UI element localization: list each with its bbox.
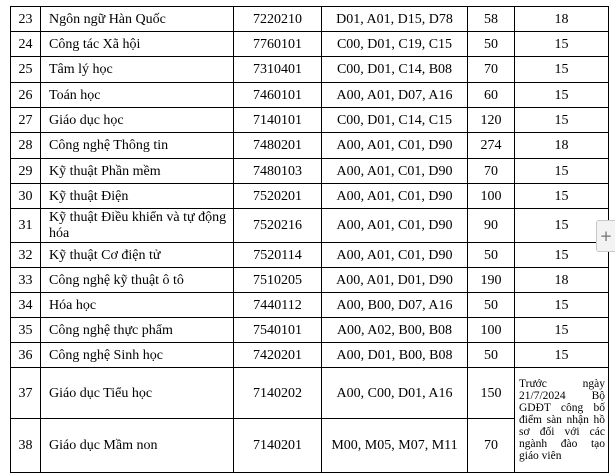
major-code: 7480103 [234,159,322,184]
quota: 190 [468,268,515,293]
quota: 50 [468,293,515,318]
plus-icon: + [599,227,613,245]
major-code: 7440112 [234,293,322,318]
table-row [11,293,609,318]
min-score: 15 [515,57,609,83]
min-score: 15 [515,318,609,343]
quota: 70 [468,159,515,184]
row-number: 24 [11,32,41,57]
major-code: 7480201 [234,133,322,159]
row-number: 33 [11,268,41,293]
major-code: 7520201 [234,184,322,209]
subject-combinations: A00, A01, C01, D90 [322,243,468,268]
subject-combinations: C00, D01, C14, C15 [322,108,468,133]
major-code: 7420201 [234,343,322,368]
quota: 70 [468,419,515,473]
row-number: 29 [11,159,41,184]
major-name: Công nghệ kỹ thuật ô tô [41,268,234,293]
major-name: Hóa học [41,293,234,318]
admissions-table [10,6,609,473]
subject-combinations: C00, D01, C14, B08 [322,57,468,83]
major-name: Công nghệ Sinh học [41,343,234,368]
major-code: 7140101 [234,108,322,133]
major-code: 7310401 [234,57,322,83]
quota: 100 [468,184,515,209]
subject-combinations: A00, A02, B00, B08 [322,318,468,343]
quota: 70 [468,57,515,83]
major-name: Công tác Xã hội [41,32,234,57]
quota: 120 [468,108,515,133]
row-number: 36 [11,343,41,368]
subject-combinations: A00, B00, D07, A16 [322,293,468,318]
major-code: 7510205 [234,268,322,293]
table-row [11,7,609,32]
min-score: 15 [515,243,609,268]
major-name: Giáo dục Tiểu học [41,368,234,419]
quota: 50 [468,343,515,368]
quota: 50 [468,32,515,57]
table-row [11,318,609,343]
major-code: 7540101 [234,318,322,343]
quota: 60 [468,83,515,108]
row-number: 28 [11,133,41,159]
table-row [11,209,609,243]
min-score: 15 [515,108,609,133]
subject-combinations: A00, A01, C01, D90 [322,184,468,209]
table-row [11,368,609,419]
row-number: 37 [11,368,41,419]
major-code: 7220210 [234,7,322,32]
min-score: 18 [515,133,609,159]
min-score: 15 [515,184,609,209]
quota: 50 [468,243,515,268]
major-name: Ngôn ngữ Hàn Quốc [41,7,234,32]
major-name: Giáo dục học [41,108,234,133]
row-number: 27 [11,108,41,133]
major-name: Kỹ thuật Điều khiển và tự động hóa [41,209,234,243]
major-name: Giáo dục Mầm non [41,419,234,473]
table-row [11,108,609,133]
row-number: 32 [11,243,41,268]
subject-combinations: A00, A01, C01, D90 [322,133,468,159]
subject-combinations: A00, A01, D07, A16 [322,83,468,108]
major-name: Kỹ thuật Cơ điện tử [41,243,234,268]
major-code: 7140202 [234,368,322,419]
major-name: Kỹ thuật Điện [41,184,234,209]
table-row [11,133,609,159]
admission-note: Trước ngày 21/7/2024 Bộ GDĐT công bố điểm sàn nhận hồ sơ đối với các ngành đào tạo giáo viên [515,368,609,473]
quota: 274 [468,133,515,159]
major-code: 7140201 [234,419,322,473]
subject-combinations: D01, A01, D15, D78 [322,7,468,32]
major-name: Toán học [41,83,234,108]
quota: 90 [468,209,515,243]
min-score: 18 [515,7,609,32]
table-row [11,243,609,268]
quota: 100 [468,318,515,343]
row-number: 25 [11,57,41,83]
min-score: 15 [515,293,609,318]
min-score: 18 [515,268,609,293]
major-code: 7520114 [234,243,322,268]
add-column-handle[interactable] [596,220,615,252]
subject-combinations: A00, A01, C01, D90 [322,159,468,184]
subject-combinations: A00, C00, D01, A16 [322,368,468,419]
quota: 58 [468,7,515,32]
row-number: 38 [11,419,41,473]
quota: 150 [468,368,515,419]
major-name: Công nghệ thực phẩm [41,318,234,343]
table-row [11,32,609,57]
major-name: Công nghệ Thông tin [41,133,234,159]
min-score: 15 [515,159,609,184]
row-number: 26 [11,83,41,108]
subject-combinations: A00, D01, B00, B08 [322,343,468,368]
row-number: 31 [11,209,41,243]
major-name: Kỹ thuật Phần mềm [41,159,234,184]
subject-combinations: A00, A01, D01, D90 [322,268,468,293]
min-score: 15 [515,32,609,57]
table-row [11,343,609,368]
major-code: 7760101 [234,32,322,57]
table-row [11,159,609,184]
major-code: 7520216 [234,209,322,243]
row-number: 35 [11,318,41,343]
subject-combinations: C00, D01, C19, C15 [322,32,468,57]
row-number: 23 [11,7,41,32]
min-score: 15 [515,343,609,368]
subject-combinations: A00, A01, C01, D90 [322,209,468,243]
major-name: Tâm lý học [41,57,234,83]
row-number: 30 [11,184,41,209]
table-row [11,57,609,83]
subject-combinations: M00, M05, M07, M11 [322,419,468,473]
table-row [11,184,609,209]
min-score: 15 [515,209,609,243]
row-number: 34 [11,293,41,318]
table-row [11,268,609,293]
major-code: 7460101 [234,83,322,108]
table-row [11,83,609,108]
min-score: 15 [515,83,609,108]
